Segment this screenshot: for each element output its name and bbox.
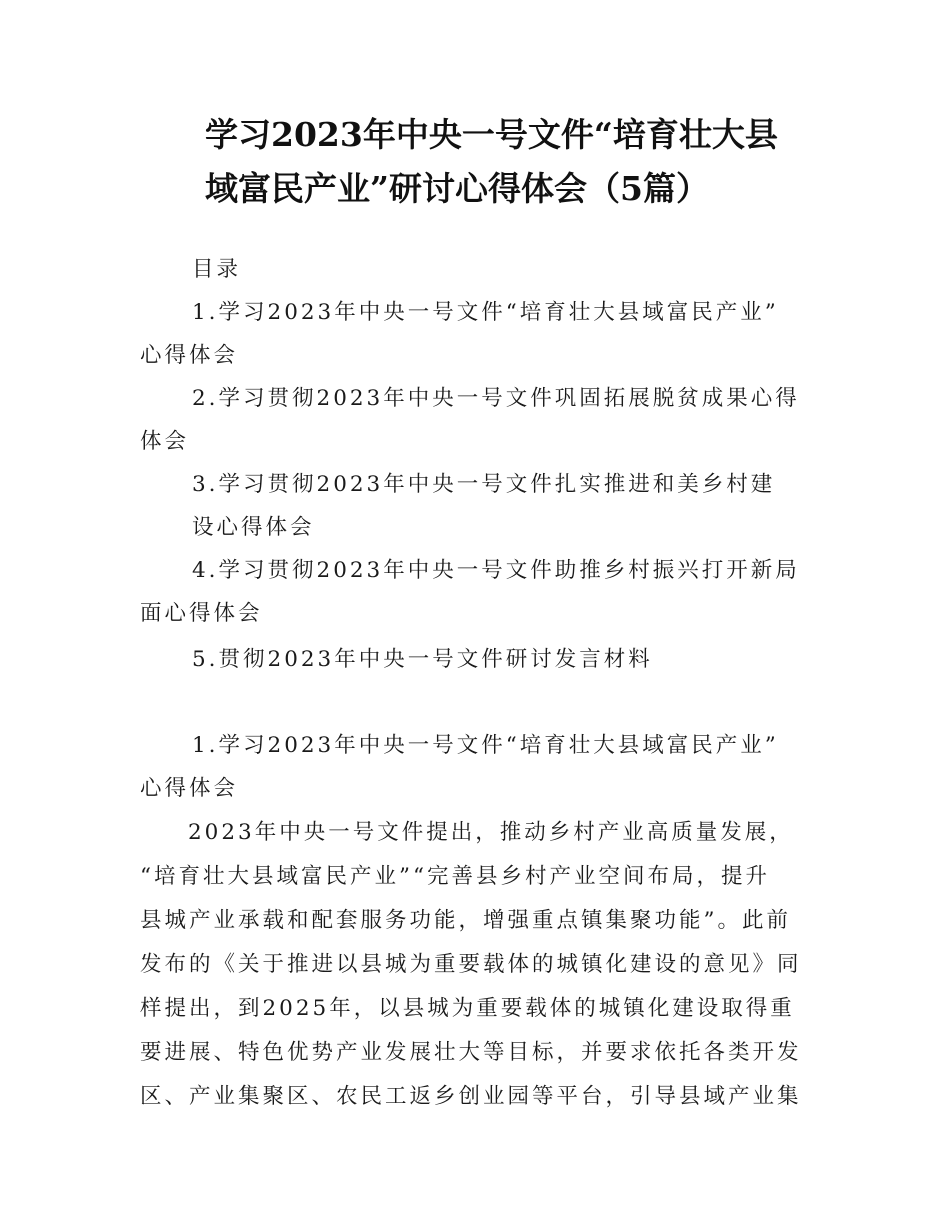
toc-heading: 目录 xyxy=(192,257,242,282)
toc-item-3-line-2: 设心得体会 xyxy=(192,515,315,540)
toc-item-4-line-2: 面心得体会 xyxy=(140,601,263,626)
toc-item-1-line-1: 1.学习2023年中央一号文件“培育壮大县域富民产业” xyxy=(192,300,779,325)
paragraph-line-7: 区、产业集聚区、农民工返乡创业园等平台，引导县域产业集 xyxy=(140,1084,802,1109)
title-line-2: 域富民产业”研讨心得体会（5篇） xyxy=(205,169,709,208)
paragraph-line-6: 要进展、特色优势产业发展壮大等目标，并要求依托各类开发 xyxy=(140,1040,802,1065)
title-line-1: 学习2023年中央一号文件“培育壮大县 xyxy=(205,115,778,154)
section-1-heading-line-2: 心得体会 xyxy=(140,776,239,801)
paragraph-line-5: 样提出，到2025年，以县城为重要载体的城镇化建设取得重 xyxy=(140,996,795,1021)
document-title xyxy=(205,108,825,216)
paragraph-line-4: 发布的《关于推进以县城为重要载体的城镇化建设的意见》同 xyxy=(140,952,802,977)
toc-item-2-line-1: 2.学习贯彻2023年中央一号文件巩固拓展脱贫成果心得 xyxy=(192,386,800,411)
paragraph-line-3: 县城产业承载和配套服务功能，增强重点镇集聚功能”。此前 xyxy=(140,908,791,933)
toc-item-3-line-1: 3.学习贯彻2023年中央一号文件扎实推进和美乡村建 xyxy=(192,472,776,497)
toc-item-5-line-1: 5.贯彻2023年中央一号文件研讨发言材料 xyxy=(192,647,653,672)
paragraph-line-1: 2023年中央一号文件提出，推动乡村产业高质量发展， xyxy=(188,820,794,845)
toc-item-1-line-2: 心得体会 xyxy=(140,343,239,368)
toc-item-4-line-1: 4.学习贯彻2023年中央一号文件助推乡村振兴打开新局 xyxy=(192,558,800,583)
paragraph-line-2: “培育壮大县域富民产业”“完善县乡村产业空间布局，提升 xyxy=(140,864,770,889)
section-1-heading-line-1: 1.学习2023年中央一号文件“培育壮大县域富民产业” xyxy=(192,733,779,758)
toc-item-2-line-2: 体会 xyxy=(140,429,190,454)
